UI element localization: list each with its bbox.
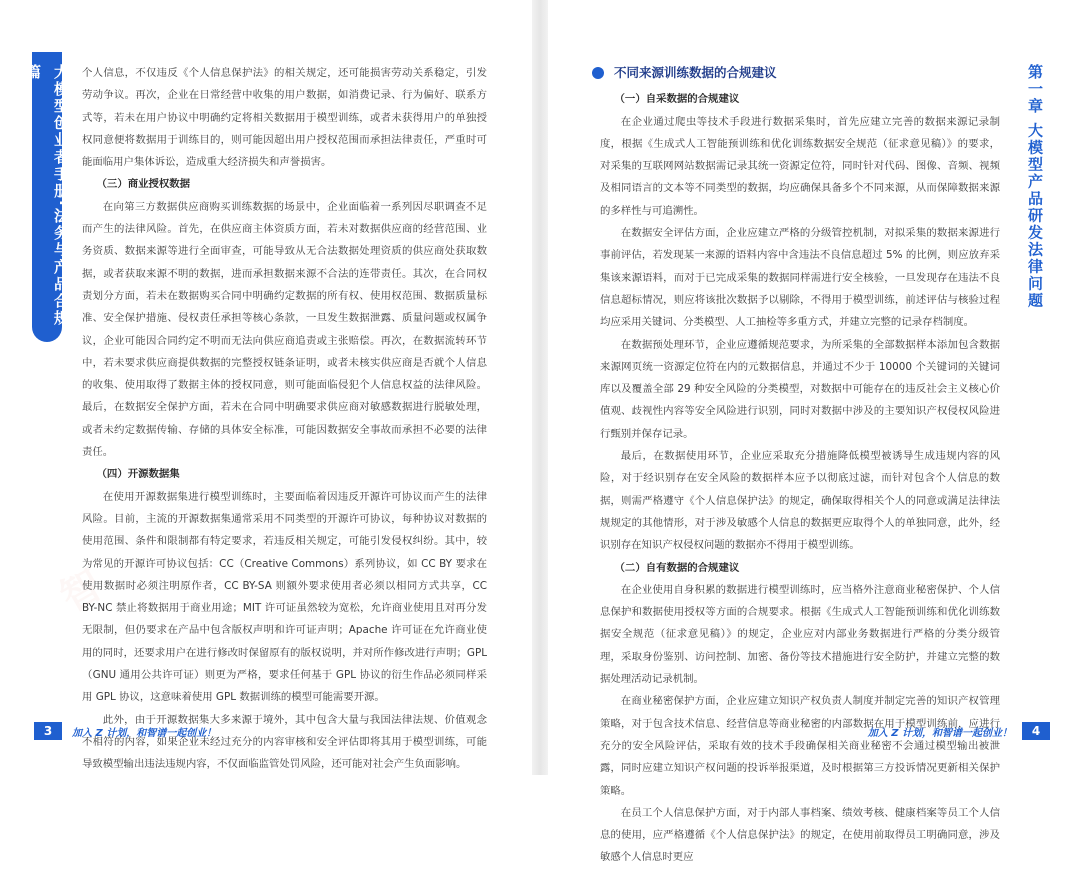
section-heading bbox=[592, 62, 1000, 84]
left-footer bbox=[34, 721, 226, 741]
watermark: 智 bbox=[52, 561, 111, 622]
paragraph: 在企业使用自身积累的数据进行模型训练时，应当格外注意商业秘密保护、个人信息保护和数据使用授权等方面的合规要求。根据《生成式人工智能预训练和优化训练数据安全规范（征求意见稿）》的规定，企业应对内部业务数据进行严格的分类分级管理，采取身份鉴别、访问控制、加密、备份等技术措施进行安全防护，并建立完整的数据处理活动记录机制。 bbox=[600, 583, 1000, 686]
page-gutter bbox=[532, 0, 548, 775]
side-chapter-tab bbox=[1020, 52, 1050, 342]
paragraph: 此外，由于开源数据集大多来源于境外，其中包含大量与我国法律法规、价值观念不相符的内容，如果企业未经过充分的内容审核和安全评估即将其用于模型训练，可能导致模型输出违法违规内容，不仅面临监管处罚风险，还可能对社会产生负面影响。 bbox=[82, 713, 487, 771]
left-page bbox=[0, 0, 532, 775]
paragraph: 个人信息，不仅违反《个人信息保护法》的相关规定，还可能损害劳动关系稳定，引发劳动争议。再次，企业在日常经营中收集的用户数据，如消费记录、行为偏好、联系方式等，若未在用户协议中明确约定将相关数据用于模型训练，或者未获得用户的单独授权同意便将数据用于训练目的，则可能因超出用户授权范围而承担法律责任，严重时可能面临用户集体诉讼，造成重大经济损失和声誉损害。 bbox=[82, 67, 487, 169]
footer-slogan: 加入 Z 计划，和智谱一起创业！ bbox=[72, 727, 217, 739]
paragraph: 在向第三方数据供应商购买训练数据的场景中，企业面临着一系列因尽职调查不足而产生的法律风险。首先，在供应商主体资质方面，若未对数据供应商的经营范围、业务资质、数据来源等进行全面审查，可能导致从无合法数据处理资质的供应商处获取数据，或者获取来源不明的数据，进而承担数据来源不合法的连带责任。其次，在合同权责划分方面，若未在数据购买合同中明确约定数据的所有权、使用权范围、数据质量标准、安全保护措施、侵权责任承担等核心条款，一旦发生数据泄露、质量问题或权属争议，企业可能因合同约定不明而无法向供应商追责或主张赔偿。再次，在数据流转环节中，若未要求供应商提供数据的完整授权链条证明，或者未核实供应商是否就个人信息的收集、使用取得了数据主体的授权同意，则可能面临侵犯个人信息权益的法律风险。最后，在数据安全保护方面，若未在合同中明确要求供应商对敏感数据进行脱敏处理，或者未约定数据传输、存储的具体安全标准，可能因数据安全事故而承担不必要的法律责任。 bbox=[82, 200, 487, 459]
subheading: （一）自采数据的合规建议 bbox=[614, 93, 740, 106]
subheading: （二）自有数据的合规建议 bbox=[614, 561, 740, 574]
subheading: （四）开源数据集 bbox=[96, 468, 180, 481]
side-title: 大模型创业者手册·法务与产品合规篇 bbox=[24, 64, 70, 327]
side-chapter-tab bbox=[24, 52, 70, 342]
footer-slogan: 加入 Z 计划，和智谱一起创业！ bbox=[867, 727, 1012, 739]
right-body-text bbox=[600, 62, 1000, 869]
right-footer bbox=[858, 721, 1050, 741]
right-page bbox=[548, 0, 1080, 864]
paragraph: 在数据预处理环节，企业应遵循规范要求，为所采集的全部数据样本添加包含数据来源网页统一资源定位符在内的元数据信息，并通过不少于 10000 个关键词的关键词库以及覆盖全部 29 种安全风险的分类模型，对数据中可能存在的违反社会主义核心价值观、歧视性内容等安全风险进行识别，同时对数据中涉及的主要知识产权侵权风险进行甄别并保存记录。 bbox=[600, 338, 1000, 440]
paragraph: 在使用开源数据集进行模型训练时，主要面临着因违反开源许可协议而产生的法律风险。目前，主流的开源数据集通常采用不同类型的开源许可协议，每种协议对数据的使用范围、条件和限制都有特定要求，若违反相关规定，可能引发侵权纠纷。其中，较为常见的开源许可协议包括：CC（Creative Commons）系列协议，如 CC BY 要求在使用数据时必须注明原作者，CC BY-SA 则额外要求使用者必须以相同方式共享，CC BY-NC 禁止将数据用于商业用途；MIT 许可证虽然较为宽松，允许商业使用且对再分发无限制，但仍要求在产品中包含版权声明和许可证声明；Apache 许可证在允许商业使用的同时，还要求用户在进行修改时保留原有的版权说明，并对所作修改进行声明；GPL（GNU 通用公共许可证）则更为严格，要求任何基于 GPL 协议的衍生作品必须同样采用 GPL 协议，这意味着使用 GPL 数据训练的模型可能需要开源。 bbox=[82, 490, 487, 704]
paragraph: 在数据安全评估方面，企业应建立严格的分级管控机制，对拟采集的数据来源进行事前评估，若发现某一来源的语料内容中含违法不良信息超过 5% 的比例，则应放弃采集该来源语料，而对于已完成采集的数据同样需进行安全核验，一旦发现存在违法不良信息超标情况，则应将该批次数据予以剔除，不得用于模型训练，前述评估与核验过程均应采用关键词、分类模型、人工抽检等多重方式，并建立完整的记录存档制度。 bbox=[600, 227, 1000, 329]
bullet-dot-icon bbox=[592, 67, 604, 79]
side-title: 第一章 大模型产品研发法律问题 bbox=[1026, 64, 1044, 310]
paragraph: 最后，在数据使用环节，企业应采取充分措施降低模型被诱导生成违规内容的风险，对于经识别存在安全风险的数据样本应予以彻底过滤，而针对包含个人信息的数据，则需严格遵守《个人信息保护法》的规定，确保取得相关个人的同意或满足法律法规规定的其他情形，对于涉及敏感个人信息的数据更应取得个人的单独同意，此外，经识别存在知识产权侵权问题的数据亦不得用于模型训练。 bbox=[600, 450, 1000, 552]
paragraph: 在企业通过爬虫等技术手段进行数据采集时，首先应建立完善的数据来源记录制度，根据《生成式人工智能预训练和优化训练数据安全规范（征求意见稿）》的要求，对采集的互联网网站数据需记录其统一资源定位符，同时针对代码、图像、音频、视频及相同语言的文本等不同类型的数据，均应确保具备多个不同来源，从而保障数据来源的多样性与可追溯性。 bbox=[600, 115, 1000, 217]
subheading: （三）商业授权数据 bbox=[96, 178, 191, 191]
paragraph: 在商业秘密保护方面，企业应建立知识产权负责人制度并制定完善的知识产权管理策略，对于包含技术信息、经营信息等商业秘密的内部数据在用于模型训练前，应进行充分的安全风险评估，采取有效的技术手段确保相关商业秘密不会通过模型输出被泄露，同时应建立知识产权问题的投诉举报渠道，及时根据第三方投诉情况更新相关保护策略。 bbox=[600, 695, 1000, 797]
section-title: 不同来源训练数据的合规建议 bbox=[614, 65, 777, 80]
page-number: 4 bbox=[1022, 722, 1050, 740]
paragraph: 在员工个人信息保护方面，对于内部人事档案、绩效考核、健康档案等员工个人信息的使用，应严格遵循《个人信息保护法》的规定，在使用前取得员工明确同意，涉及敏感个人信息时更应 bbox=[600, 806, 1000, 864]
left-body-text bbox=[82, 62, 487, 776]
page-number: 3 bbox=[34, 722, 62, 740]
